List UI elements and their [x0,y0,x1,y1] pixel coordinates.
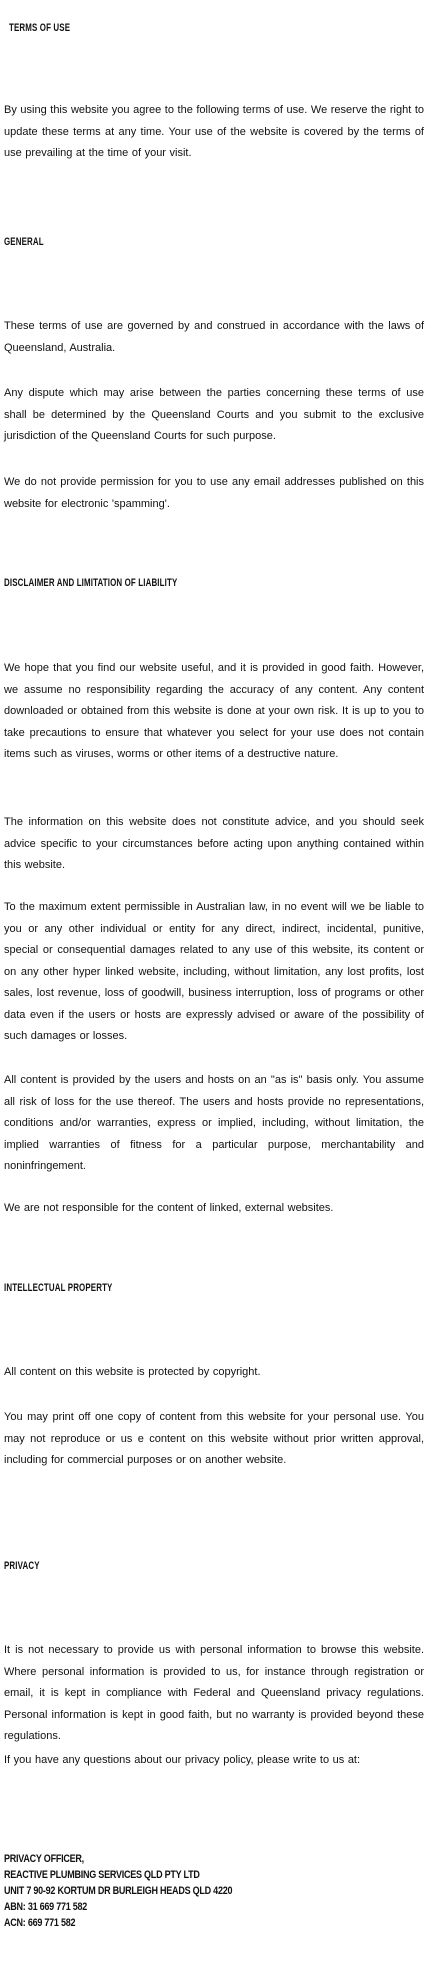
privacy-paragraph-1: It is not necessary to provide us with personal information to browse this website. Where personal information is provided to us, for instance through registration or email, it is kept in compliance with Federal and Queensland privacy regulations. Personal information is kept in good faith, but no warranty is provided beyond these regulations. [4,1644,424,1742]
disclaimer-paragraph-2: The information on this website does not constitute advice, and you should seek advice specific to your circumstances before acting upon anything contained within this website. [4,816,424,871]
ip-paragraph-2: You may print off one copy of content from this website for your personal use. You may not reproduce or us e content on this website without prior written approval, including for commercial purposes or on another website. [4,1411,424,1466]
disclaimer-paragraph-3: To the maximum extent permissible in Australian law, in no event will we be liable to you or any other individual or entity for any direct, indirect, incidental, punitive, special or consequential damages related to any use of this website, its content or on any other hyper linked website, including, without limitation, any lost profits, lost sales, lost revenue, loss of goodwill, business interruption, loss of programs or other data even if the users or hosts are expressly advised or aware of the possibility of such damages or losses. [4,901,424,1042]
section-heading-privacy: PRIVACY [4,1560,40,1572]
disclaimer-paragraph-5: We are not responsible for the content of linked, external websites. [4,1202,334,1214]
section-heading-disclaimer: DISCLAIMER AND LIMITATION OF LIABILITY [4,577,178,589]
general-paragraph-2: Any dispute which may arise between the parties concerning these terms of use shall be determined by the Queensland Courts and you submit to the exclusive jurisdiction of the Queensland Courts for such purpose. [4,387,424,442]
privacy-officer-address [4,1851,424,1931]
section-heading-general: GENERAL [4,236,44,248]
section-heading-intellectual-property: INTELLECTUAL PROPERTY [4,1282,113,1294]
address-line-abn: ABN: 31 669 771 582 [4,1901,88,1913]
address-line-company: REACTIVE PLUMBING SERVICES QLD PTY LTD [4,1869,200,1881]
disclaimer-paragraph-4: All content is provided by the users and hosts on an "as is" basis only. You assume all risk of loss for the use thereof. The users and hosts provide no representations, conditions and/or warranties, express or implied, including, without limitation, the implied warranties of fitness for a particular purpose, merchantability and noninfringement. [4,1074,424,1172]
address-line-recipient: PRIVACY OFFICER, [4,1853,84,1865]
intro-paragraph: By using this website you agree to the following terms of use. We reserve the right to update these terms at any time. Your use of the website is covered by the terms of use prevailing at the time of your visit. [4,104,424,159]
address-line-acn: ACN: 669 771 582 [4,1917,76,1929]
general-paragraph-3: We do not provide permission for you to use any email addresses published on this website for electronic 'spamming'. [4,476,424,510]
disclaimer-paragraph-1: We hope that you find our website useful, and it is provided in good faith. However, we assume no responsibility regarding the accuracy of any content. Any content downloaded or obtained from this website is done at your own risk. It is up to you to take precautions to ensure that whatever you select for your use does not contain items such as viruses, worms or other items of a destructive nature. [4,662,424,760]
address-line-street: UNIT 7 90-92 KORTUM DR BURLEIGH HEADS QLD 4220 [4,1885,233,1897]
ip-paragraph-1: All content on this website is protected by copyright. [4,1366,261,1378]
page-title: TERMS OF USE [9,22,71,34]
general-paragraph-1: These terms of use are governed by and construed in accordance with the laws of Queensland, Australia. [4,320,424,354]
privacy-paragraph-2: If you have any questions about our privacy policy, please write to us at: [4,1754,361,1766]
